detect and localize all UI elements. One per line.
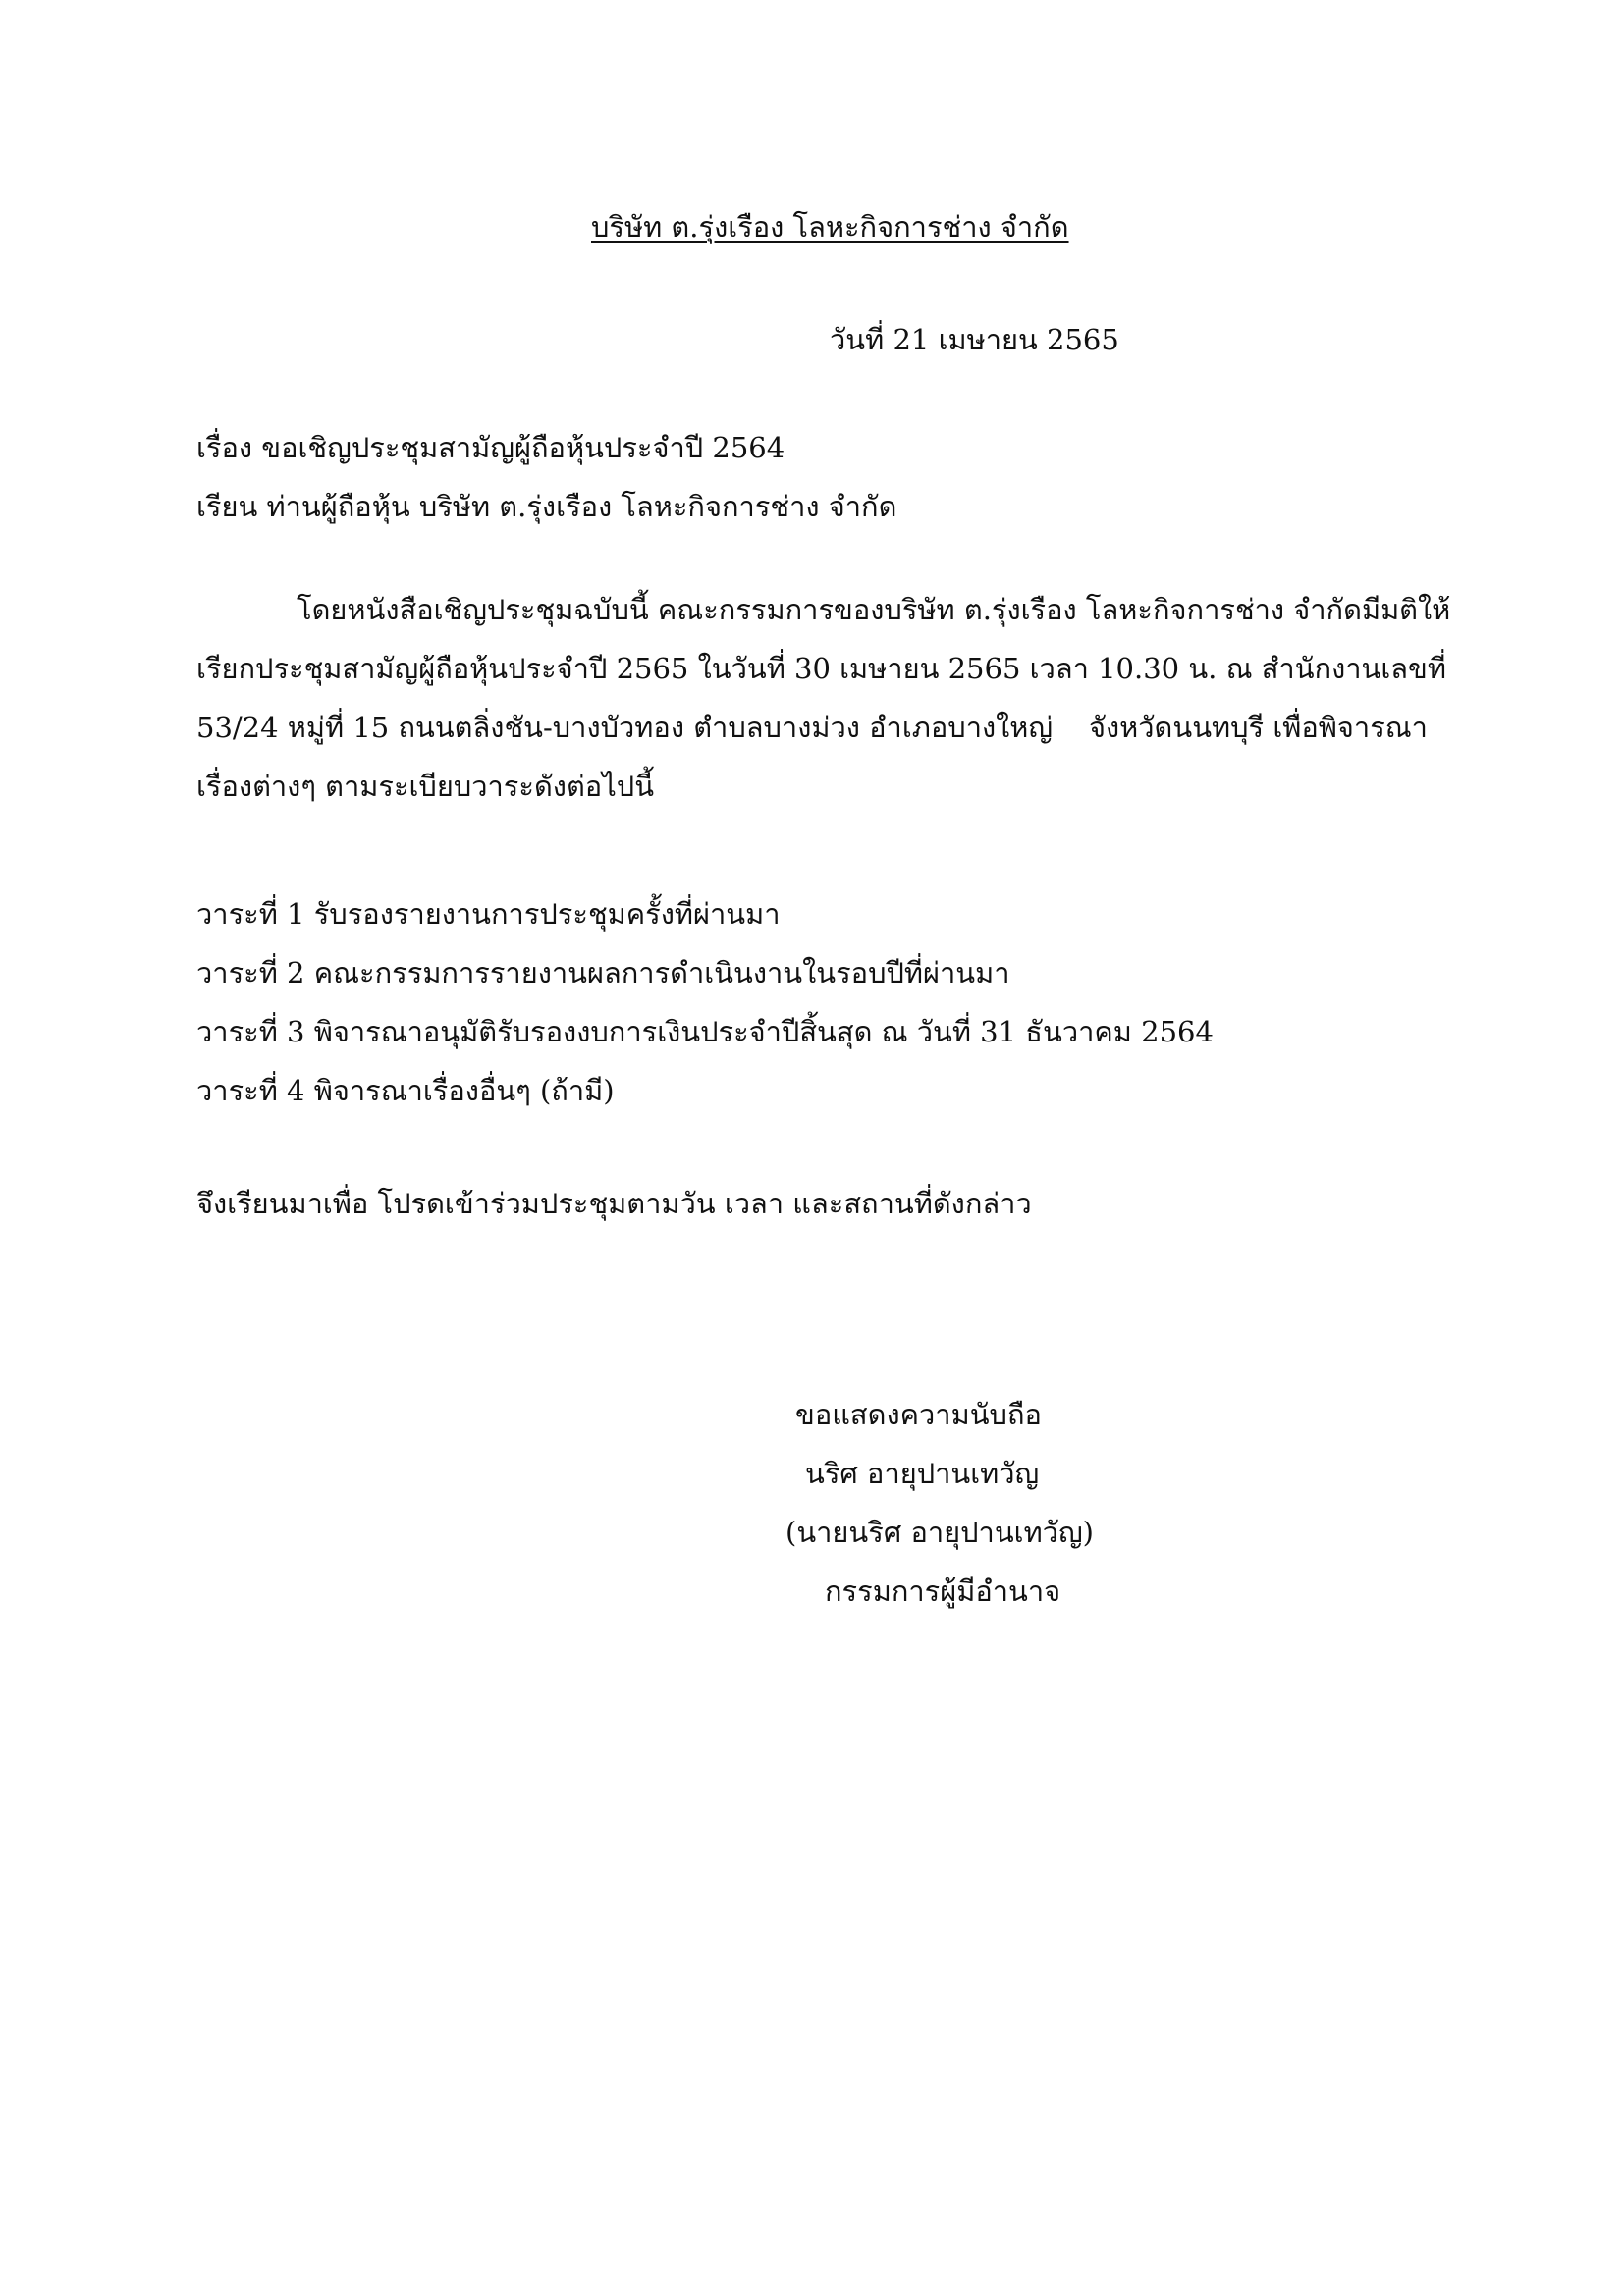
body-paragraph-line-1: โดยหนังสือเชิญประชุมฉบับนี้ คณะกรรมการของบริษัท ต.รุ่งเรือง โลหะกิจการช่าง จำกัดมีมติให้: [297, 593, 1451, 626]
letter-date: วันที่ 21 เมษายน 2565: [830, 323, 1119, 356]
body-paragraph-line-2: เรียกประชุมสามัญผู้ถือหุ้นประจำปี 2565 ในวันที่ 30 เมษายน 2565 เวลา 10.30 น. ณ สำนักงานเลขที่: [196, 652, 1446, 685]
agenda-item: วาระที่ 1 รับรองรายงานการประชุมครั้งที่ผ่านมา: [196, 897, 781, 931]
letter-subject: เรื่อง ขอเชิญประชุมสามัญผู้ถือหุ้นประจำปี 2564: [196, 431, 785, 464]
company-title: บริษัท ต.รุ่งเรือง โลหะกิจการช่าง จำกัด: [591, 210, 1069, 243]
signature-title: กรรมการผู้มีอำนาจ: [825, 1575, 1061, 1608]
signature-regards: ขอแสดงความนับถือ: [795, 1398, 1042, 1431]
letter-recipient: เรียน ท่านผู้ถือหุ้น บริษัท ต.รุ่งเรือง โลหะกิจการช่าง จำกัด: [196, 490, 897, 523]
closing-line: จึงเรียนมาเพื่อ โปรดเข้าร่วมประชุมตามวัน เวลา และสถานที่ดังกล่าว: [196, 1187, 1032, 1220]
agenda-item: วาระที่ 3 พิจารณาอนุมัติรับรองงบการเงินประจำปีสิ้นสุด ณ วันที่ 31 ธันวาคม 2564: [196, 1015, 1214, 1048]
body-address-part: 53/24 หมู่ที่ 15 ถนนตลิ่งชัน-บางบัวทอง ตำบลบางม่วง อำเภอบางใหญ่: [196, 711, 1054, 744]
agenda-item: วาระที่ 4 พิจารณาเรื่องอื่นๆ (ถ้ามี): [196, 1074, 615, 1107]
agenda-item: วาระที่ 2 คณะกรรมการรายงานผลการดำเนินงานในรอบปีที่ผ่านมา: [196, 956, 1010, 989]
body-province-part: จังหวัดนนทบุรี เพื่อพิจารณา: [1089, 711, 1428, 744]
signature-name: นริศ อายุปานเทวัญ: [805, 1457, 1040, 1490]
signature-full-name: (นายนริศ อายุปานเทวัญ): [785, 1516, 1094, 1549]
body-paragraph-line-4: เรื่องต่างๆ ตามระเบียบวาระดังต่อไปนี้: [196, 770, 655, 803]
